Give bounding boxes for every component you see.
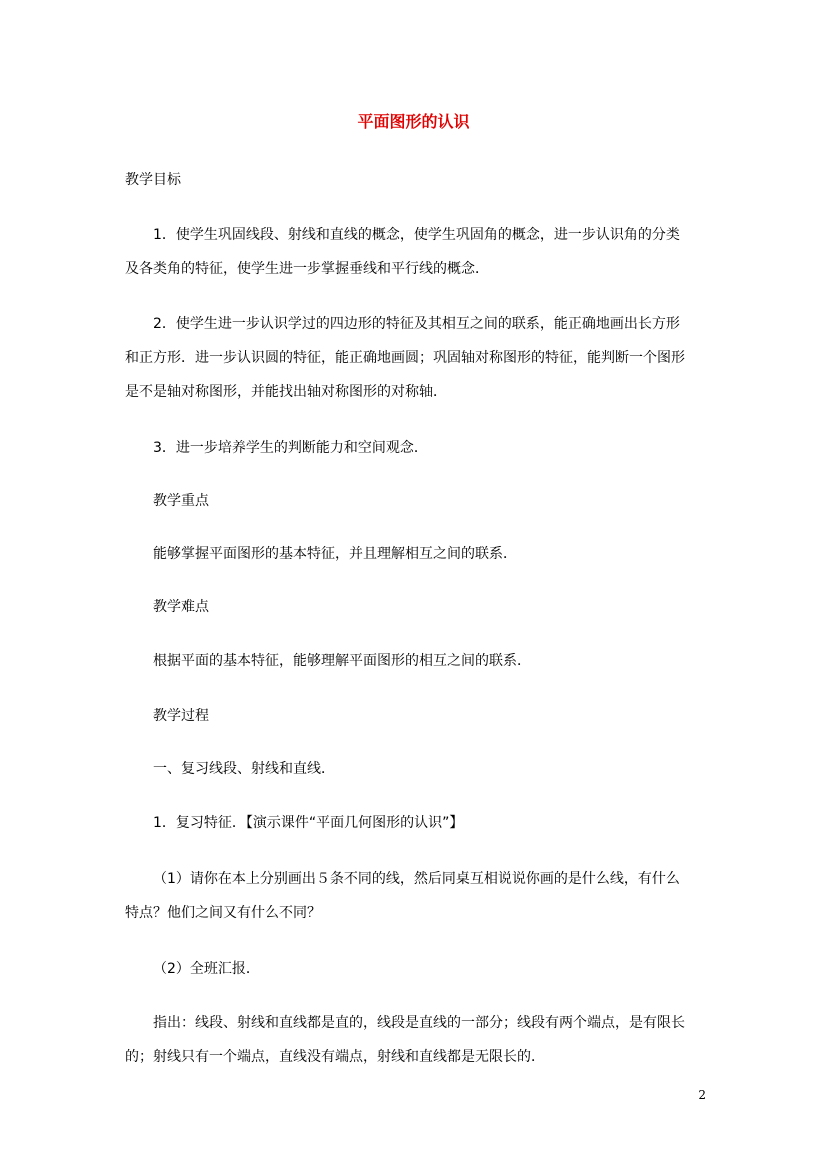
summary-line-2: 的；射线只有一个端点，直线没有端点，射线和直线都是无限长的． (125, 1049, 545, 1065)
section-heading-process: 教学过程 (153, 708, 209, 724)
objective-3: 3．进一步培养学生的判断能力和空间观念． (153, 440, 428, 456)
objective-2-line-1: 2．使学生进一步认识学过的四边形的特征及其相互之间的联系，能正确地画出长方形 (153, 316, 680, 332)
section-heading-objectives: 教学目标 (125, 172, 181, 188)
objective-1-line-2: 及各类角的特征，使学生进一步掌握垂线和平行线的概念． (125, 261, 489, 277)
objective-1-line-1: 1．使学生巩固线段、射线和直线的概念，使学生巩固角的概念，进一步认识角的分类 (153, 227, 680, 243)
objective-2-line-2: 和正方形．进一步认识圆的特征，能正确地画圆；巩固轴对称图形的特征，能判断一个图形 (125, 350, 685, 366)
page-title: 平面图形的认识 (357, 112, 470, 131)
summary-line-1: 指出：线段、射线和直线都是直的，线段是直线的一部分；线段有两个端点，是有限长 (153, 1015, 685, 1031)
section-heading-difficulties: 教学难点 (153, 599, 209, 615)
page-number: 2 (698, 1088, 706, 1102)
objective-2-line-3: 是不是轴对称图形，并能找出轴对称图形的对称轴． (125, 384, 447, 400)
difficulties-text: 根据平面的基本特征，能够理解平面图形的相互之间的联系． (153, 653, 531, 669)
question-1-line-1: （1）请你在本上分别画出５条不同的线，然后同桌互相说说你画的是什么线，有什么 (153, 871, 680, 887)
section-heading-key-points: 教学重点 (153, 493, 209, 509)
question-2: （2）全班汇报． (153, 961, 260, 977)
process-step-heading: 一、复习线段、射线和直线． (153, 761, 335, 777)
process-step-1: 1．复习特征．【演示课件“平面几何图形的认识”】 (153, 815, 464, 831)
question-1-line-2: 特点？他们之间又有什么不同？ (125, 905, 321, 921)
key-points-text: 能够掌握平面图形的基本特征，并且理解相互之间的联系． (153, 546, 517, 562)
